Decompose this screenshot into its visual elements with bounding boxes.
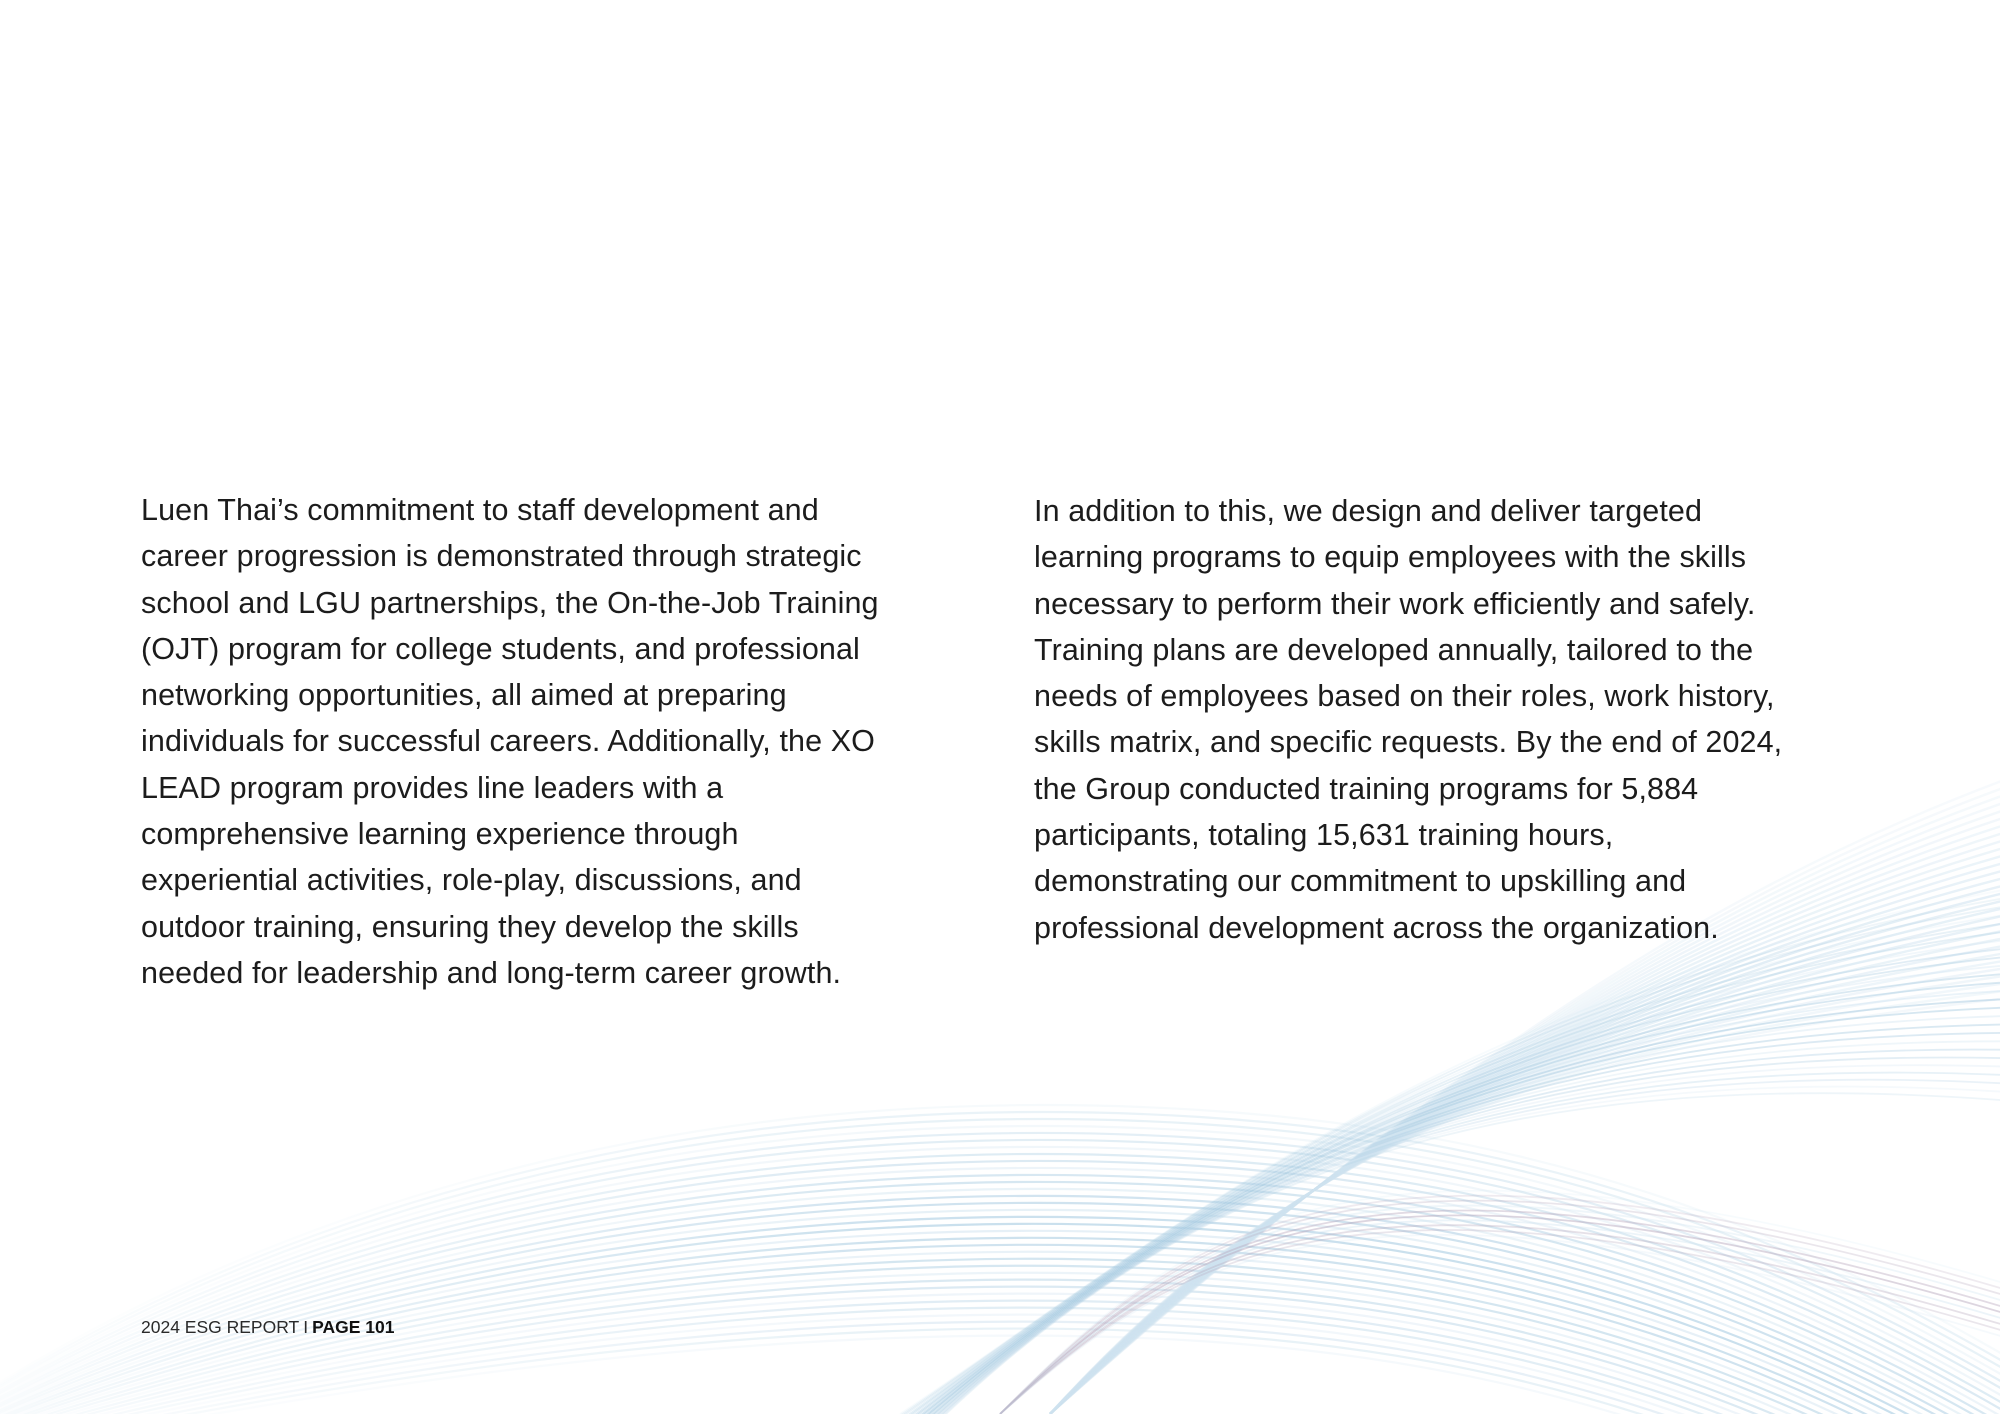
- left-paragraph-line: experiential activities, role-play, discussions, and: [141, 863, 802, 898]
- page-number: PAGE 101: [312, 1317, 395, 1337]
- right-paragraph-line: learning programs to equip employees with the skills: [1034, 540, 1747, 575]
- left-paragraph-line: school and LGU partnerships, the On-the-Job Training: [141, 585, 879, 620]
- left-paragraph-line: networking opportunities, all aimed at preparing: [141, 678, 787, 713]
- right-text-column: [1034, 488, 1864, 951]
- right-paragraph-line: demonstrating our commitment to upskilling and: [1034, 864, 1687, 899]
- left-paragraph-line: Luen Thai’s commitment to staff development and: [141, 493, 819, 527]
- right-paragraph-line: the Group conducted training programs for 5,884: [1034, 771, 1699, 806]
- left-paragraph-line: career progression is demonstrated through strategic: [141, 539, 862, 574]
- left-paragraph-line: (OJT) program for college students, and professional: [141, 631, 860, 666]
- right-paragraph-line: needs of employees based on their roles, work history,: [1034, 679, 1775, 714]
- wave-left-fade: [0, 1000, 2000, 1414]
- report-label: 2024 ESG REPORT: [141, 1317, 300, 1337]
- page-footer: [141, 1316, 394, 1338]
- left-paragraph-line: LEAD program provides line leaders with a: [141, 770, 724, 805]
- right-paragraph-line: participants, totaling 15,631 training hours,: [1034, 818, 1614, 853]
- left-text-column: [141, 487, 941, 996]
- left-paragraph-line: individuals for successful careers. Additionally, the XO: [141, 724, 875, 759]
- left-paragraph-line: needed for leadership and long-term career growth.: [141, 955, 842, 990]
- right-paragraph-line: necessary to perform their work efficiently and safely.: [1034, 586, 1756, 621]
- right-paragraph-line: professional development across the organization.: [1034, 910, 1719, 945]
- left-paragraph-line: outdoor training, ensuring they develop the skills: [141, 909, 799, 944]
- right-paragraph-line: skills matrix, and specific requests. By the end of 2024,: [1034, 725, 1783, 760]
- right-paragraph-line: Training plans are developed annually, tailored to the: [1034, 632, 1754, 667]
- right-paragraph-line: In addition to this, we design and deliver targeted: [1034, 494, 1703, 528]
- left-paragraph-line: comprehensive learning experience through: [141, 817, 739, 852]
- footer-separator: I: [303, 1317, 309, 1337]
